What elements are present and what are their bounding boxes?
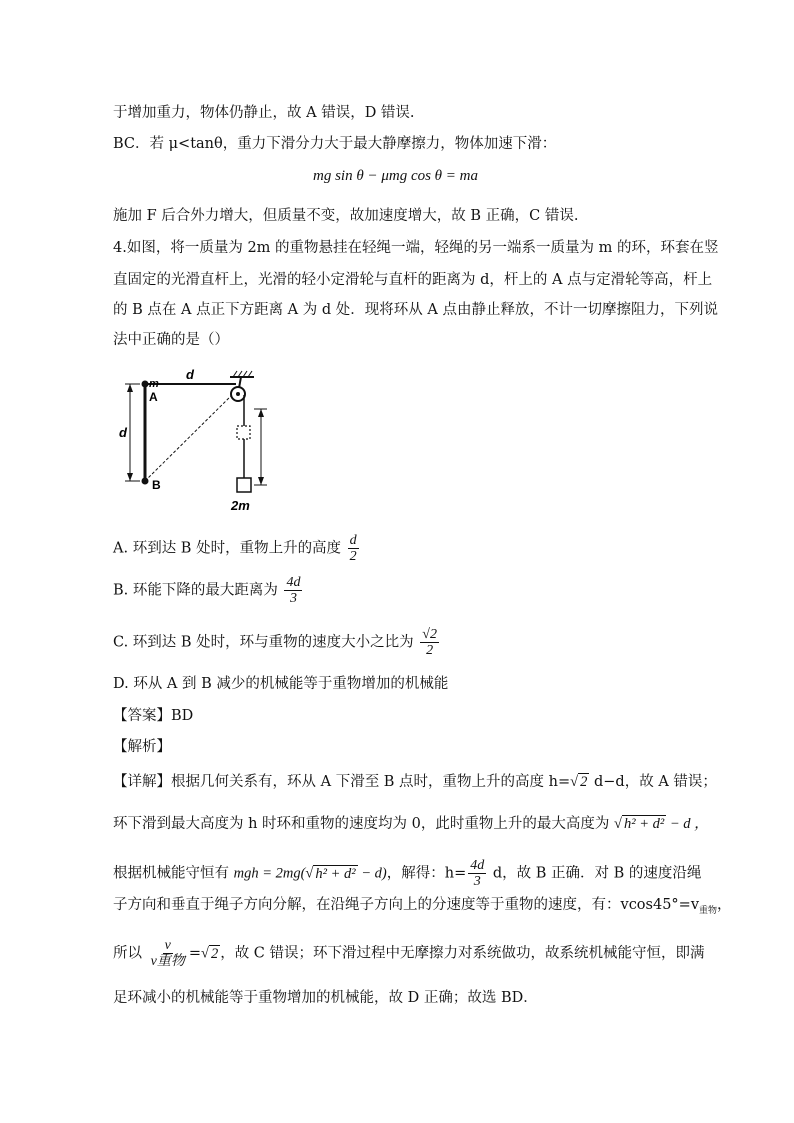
- frac-numerator: 4d: [470, 858, 485, 873]
- frac-denominator: v重物: [150, 954, 185, 969]
- label-m: m: [149, 378, 159, 390]
- detail-text: ，故 C 错误；环下滑过程中无摩擦力对系统做功，故系统机械能守恒，即满: [220, 945, 705, 962]
- sqrt-expression: √ 2: [200, 945, 219, 962]
- frac-denominator: 3: [473, 874, 481, 889]
- frac-numerator: v: [164, 938, 171, 953]
- text-line: 于增加重力，物体仍静止，故 A 错误，D 错误.: [113, 105, 415, 121]
- analysis-label: 【解析】: [113, 739, 171, 755]
- detail-text: 根据机械能守恒有: [113, 865, 234, 882]
- detail-text: ，: [717, 897, 732, 913]
- option-b-text: B. 环能下降的最大距离为: [113, 582, 278, 599]
- label-A: A: [149, 390, 158, 404]
- option-b: [113, 575, 304, 606]
- sqrt-expression: √ h² + d²: [305, 865, 356, 882]
- option-a-text: A. 环到达 B 处时，重物上升的高度: [113, 540, 342, 557]
- pulley-figure: [118, 365, 278, 515]
- text-line: BC．若 μ<tanθ，重力下滑分力大于最大静摩擦力，物体加速下滑：: [113, 136, 557, 152]
- detail-fraction: [468, 858, 486, 889]
- formula: − d): [357, 865, 387, 882]
- radicand: 2: [580, 774, 588, 790]
- question-line: 法中正确的是（）: [113, 332, 229, 348]
- label-d-left: d: [119, 425, 127, 440]
- frac-denominator: 2: [349, 549, 357, 564]
- option-c-text: C. 环到达 B 处时，环与重物的速度大小之比为: [113, 634, 414, 651]
- mass-2m: [237, 478, 251, 492]
- sqrt-expression: √ 2: [570, 774, 588, 790]
- option-b-fraction: [284, 575, 302, 606]
- label-B: B: [152, 478, 161, 492]
- detail-text: 子方向和垂直于绳子方向分解，在沿绳子方向上的分速度等于重物的速度，有：vcos45°=v: [113, 897, 700, 913]
- detail-text: d，故 B 正确．对 B 的速度沿绳: [488, 865, 702, 882]
- question-line: 的 B 点在 A 点正下方距离 A 为 d 处．现将环从 A 点由静止释放，不计一切摩擦阻力，下列说: [113, 302, 718, 318]
- detail-line-1: [113, 772, 717, 792]
- detail-line-6: 足环减小的机械能等于重物增加的机械能，故 D 正确；故选 BD．: [113, 990, 538, 1006]
- detail-text: =: [188, 945, 201, 962]
- radicand: h² + d²: [315, 865, 356, 882]
- sqrt-expression: √ h² + d²: [614, 816, 665, 832]
- text-line: 施加 F 后合外力增大，但质量不变，故加速度增大，故 B 正确，C 错误.: [113, 208, 579, 224]
- label-2m: 2m: [231, 498, 250, 513]
- detail-line-2: [113, 814, 709, 834]
- formula: mgh = 2mg(: [233, 865, 306, 882]
- detail-text: 所以: [113, 945, 147, 962]
- dashed-rope: [145, 392, 235, 481]
- frac-numerator: √2: [422, 627, 437, 642]
- detail-fraction: [149, 938, 187, 969]
- detail-text: d−d，故 A 错误；: [589, 774, 717, 790]
- option-a-fraction: [348, 533, 359, 564]
- detail-text: ，解得：h=: [386, 865, 467, 882]
- option-c-fraction: [420, 627, 439, 658]
- option-a: [113, 533, 361, 564]
- ring-m: [142, 381, 149, 388]
- option-d: D. 环从 A 到 B 减少的机械能等于重物增加的机械能: [113, 676, 449, 692]
- subscript: 重物: [699, 906, 718, 916]
- frac-numerator: 4d: [286, 575, 301, 590]
- frac-denominator: 2: [426, 643, 434, 658]
- label-d-top: d: [186, 367, 194, 382]
- radicand: h² + d²: [623, 816, 665, 832]
- option-c: [113, 627, 441, 658]
- frac-denominator: 3: [289, 591, 297, 606]
- detail-text: − d ，: [666, 816, 709, 832]
- answer-label: 【答案】BD: [113, 708, 194, 724]
- question-line: 直固定的光滑直杆上，光滑的轻小定滑轮与直杆的距离为 d，杆上的 A 点与定滑轮等高，杆上: [113, 272, 713, 288]
- mass-initial-position: [237, 426, 250, 439]
- equation: mg sin θ − μmg cos θ = ma: [313, 168, 479, 184]
- detail-line-4: [113, 895, 732, 917]
- question-line: 4.如图，将一质量为 2m 的重物悬挂在轻绳一端，轻绳的另一端系一质量为 m 的环，环套在竖: [113, 240, 719, 256]
- radicand: 2: [210, 945, 219, 962]
- detail-text: 环下滑到最大高度为 h 时环和重物的速度均为 0，此时重物上升的最大高度为: [113, 816, 614, 832]
- detail-line-5: [113, 938, 705, 969]
- frac-numerator: d: [349, 533, 357, 548]
- detail-line-3: [113, 858, 701, 889]
- detail-text: 【详解】根据几何关系有，环从 A 下滑至 B 点时，重物上升的高度 h=: [113, 774, 571, 790]
